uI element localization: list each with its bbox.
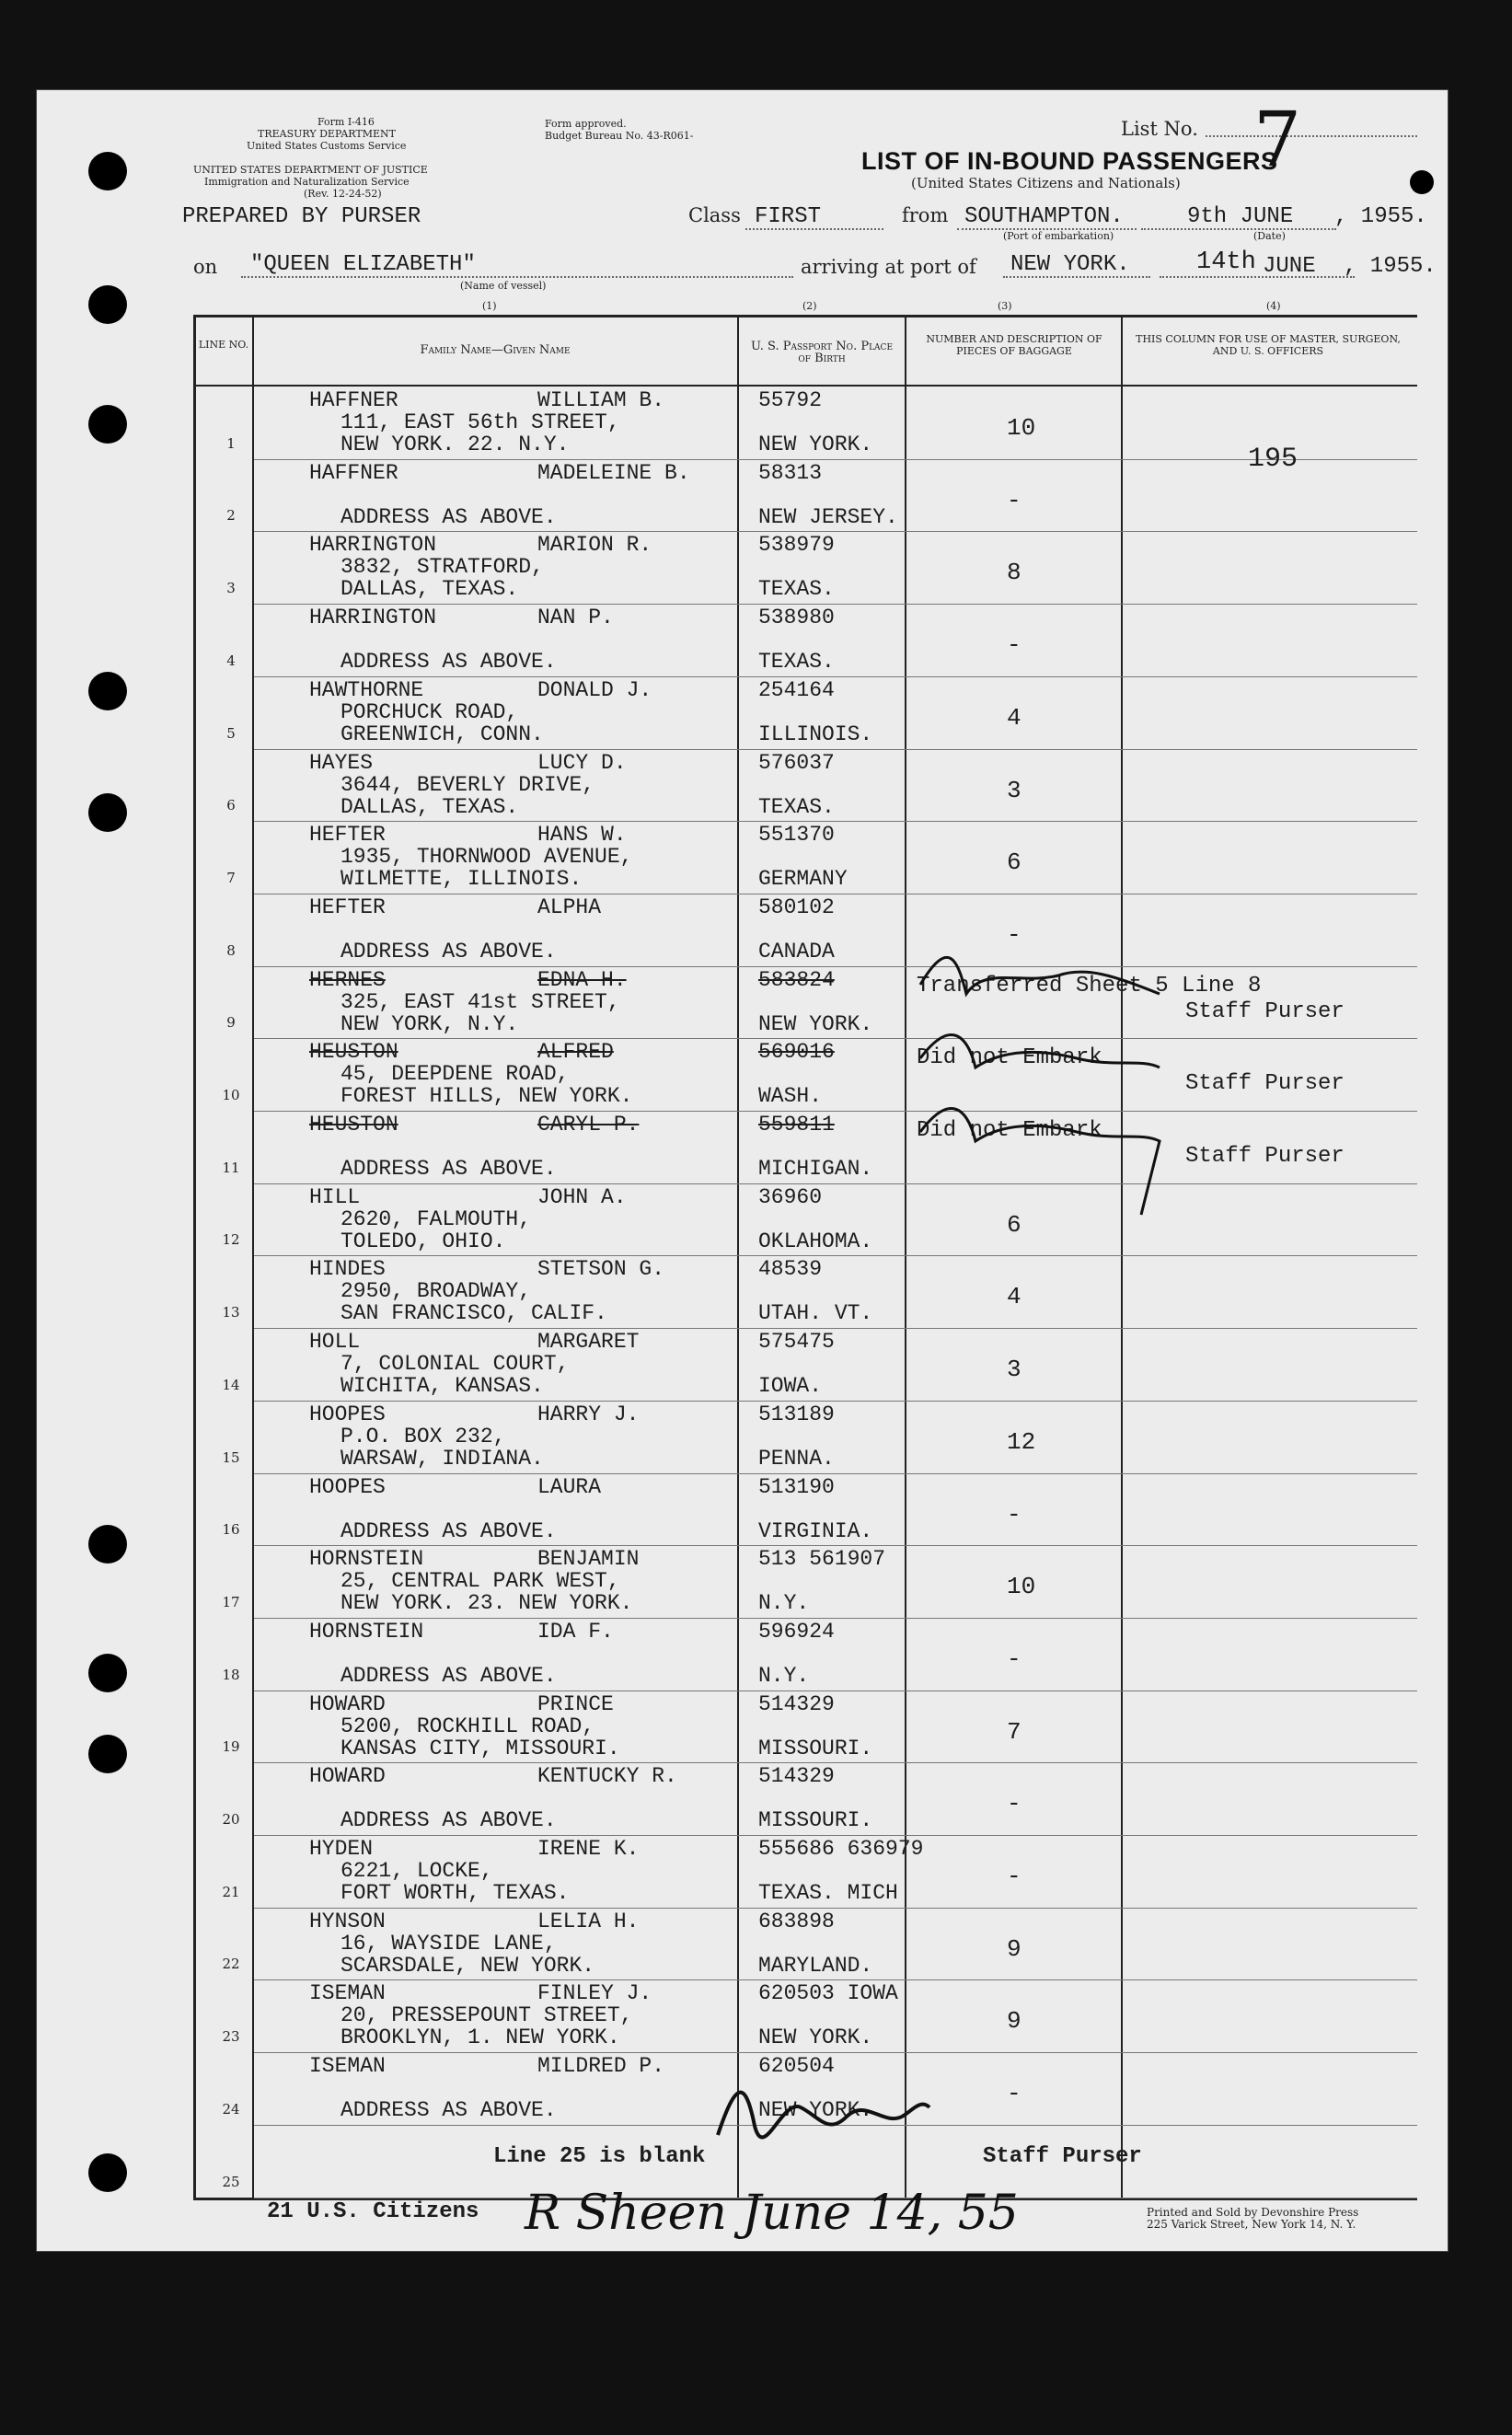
passport-number: 580102 [758,895,835,919]
address-line-2: ADDRESS AS ABOVE. [340,1519,557,1543]
passport-number: 575475 [758,1330,835,1354]
col-num-3: (3) [998,300,1012,312]
line-number: 6 [226,797,236,814]
baggage-count: 12 [1007,1428,1036,1456]
punch-hole [88,152,127,190]
place-of-birth: TEXAS. [758,650,835,674]
line-number: 25 [222,2174,240,2190]
baggage-count: - [1007,631,1021,659]
address-line-1: 45, DEEPDENE ROAD, [340,1062,570,1086]
family-name: HOOPES [309,1475,386,1499]
given-name: ALPHA [537,895,602,919]
baggage-count: - [1007,921,1021,949]
baggage-count: 4 [1007,1283,1021,1310]
address-line-1: 16, WAYSIDE LANE, [340,1932,557,1956]
baggage-count: - [1007,2080,1021,2107]
staff-purser-note: Staff Purser [1185,1144,1345,1169]
passport-number: 55792 [758,388,823,412]
address-line-2: ADDRESS AS ABOVE. [340,1808,557,1832]
passport-number: 576037 [758,751,835,775]
family-name: HARRINGTON [309,606,437,629]
passport-number: 48539 [758,1257,823,1281]
col-rule-3 [905,315,906,2199]
address-line-2: TOLEDO, OHIO. [340,1229,506,1253]
place-of-birth: UTAH. VT. [758,1301,873,1325]
given-name: STETSON G. [537,1257,665,1281]
place-of-birth: NEW YORK. [758,2098,873,2122]
given-name: MADELEINE B. [537,461,690,485]
place-of-birth: WASH. [758,1084,823,1108]
line-number: 21 [222,1884,240,1900]
class-line [745,228,883,230]
line-number: 16 [222,1521,240,1538]
address-line-2: DALLAS, TEXAS. [340,577,519,601]
from-year: , 1955. [1334,204,1427,229]
given-name: DONALD J. [537,678,652,702]
passport-number: 583824 [758,968,835,992]
table-left-rule [193,315,196,2199]
line-number: 23 [222,2028,240,2045]
address-line-1: 3832, STRATFORD, [340,555,544,579]
punch-hole [88,1525,127,1564]
baggage-count: 9 [1007,2007,1021,2035]
line25-blank: Line 25 is blank [493,2144,706,2169]
given-name: EDNA H. [537,968,627,992]
row-rule [254,1183,1417,1184]
place-of-birth: IOWA. [758,1374,823,1398]
baggage-count: 10 [1007,414,1036,442]
passport-number: 513190 [758,1475,835,1499]
port-embark-note: (Port of embarkation) [1003,230,1114,242]
family-name: HYDEN [309,1837,374,1861]
printer-line-2: 225 Varick Street, New York 14, N. Y. [1147,2218,1356,2231]
address-line-2: DALLAS, TEXAS. [340,795,519,819]
passport-number: 620503 IOWA [758,1981,898,2005]
signature-bottom: R Sheen June 14, 55 [525,2186,1019,2241]
passport-number: 514329 [758,1692,835,1716]
line-number: 24 [222,2101,240,2118]
row-rule [254,1979,1417,1980]
line-number: 19 [222,1738,240,1755]
baggage-count: - [1007,1645,1021,1673]
family-name: HORNSTEIN [309,1547,424,1571]
family-name: HOWARD [309,1764,386,1788]
family-name: HOWARD [309,1692,386,1716]
passport-number: 555686 636979 [758,1837,924,1861]
row-rule [254,1255,1417,1256]
line-number: 11 [222,1160,240,1176]
table-top-rule [193,315,1417,317]
place-of-birth: OKLAHOMA. [758,1229,873,1253]
family-name: HORNSTEIN [309,1620,424,1644]
given-name: WILLIAM B. [537,388,665,412]
address-line-1: 1935, THORNWOOD AVENUE, [340,845,633,869]
baggage-count: 8 [1007,559,1021,586]
arriving-label: arriving at port of [801,256,976,278]
address-line-2: ADDRESS AS ABOVE. [340,940,557,964]
footer-staff-purser: Staff Purser [983,2144,1142,2169]
place-of-birth: TEXAS. [758,577,835,601]
line-number: 9 [226,1014,236,1031]
from-label: from [902,204,949,226]
prepared-by: PREPARED BY PURSER [182,204,421,229]
family-name: HILL [309,1185,361,1209]
passport-number: 58313 [758,461,823,485]
row-rule [254,749,1417,750]
address-line-2: WICHITA, KANSAS. [340,1374,544,1398]
passport-number: 254164 [758,678,835,702]
list-no-handwritten: 7 [1253,97,1302,184]
given-name: FINLEY J. [537,1981,652,2005]
citizens-total: 21 U.S. Citizens [267,2199,479,2224]
address-line-2: FORT WORTH, TEXAS. [340,1881,570,1905]
col-num-4: (4) [1266,300,1281,312]
family-name: HYNSON [309,1910,386,1933]
line-number: 18 [222,1667,240,1683]
given-name: BENJAMIN [537,1547,640,1571]
header-line-no: LINE NO. [198,339,249,351]
address-line-2: ADDRESS AS ABOVE. [340,2098,557,2122]
address-line-1: 7, COLONIAL COURT, [340,1352,570,1376]
family-name: HAFFNER [309,461,398,485]
given-name: JOHN A. [537,1185,627,1209]
baggage-count: 3 [1007,777,1021,804]
address-line-2: ADDRESS AS ABOVE. [340,650,557,674]
printer-line-1: Printed and Sold by Devonshire Press [1147,2206,1359,2219]
given-name: CARYL P. [537,1113,640,1137]
line-number: 17 [222,1594,240,1610]
line-number: 1 [226,435,236,452]
address-line-2: NEW YORK, N.Y. [340,1012,519,1036]
form-approved: Form approved. [545,118,627,130]
address-line-2: GREENWICH, CONN. [340,722,544,746]
baggage-count: 3 [1007,1356,1021,1383]
officer-note: 195 [1248,444,1298,475]
baggage-count: 6 [1007,848,1021,876]
baggage-count: 6 [1007,1211,1021,1239]
punch-hole [88,285,127,324]
address-line-1: 2620, FALMOUTH, [340,1207,532,1231]
line-number: 7 [226,870,236,886]
row-rule [254,1473,1417,1474]
family-name: HEFTER [309,823,386,847]
list-no-label: List No. [1121,118,1198,140]
on-label: on [193,256,218,278]
place-of-birth: CANADA [758,940,835,964]
punch-hole [88,1735,127,1773]
family-name: HARRINGTON [309,533,437,557]
staff-purser-note: Staff Purser [1185,1071,1345,1096]
vessel-note: (Name of vessel) [460,280,547,292]
row-rule [254,676,1417,677]
row-rule [254,821,1417,822]
row-rule [254,1835,1417,1836]
treasury-dept: TREASURY DEPARTMENT [258,128,396,140]
place-of-birth: ILLINOIS. [758,722,873,746]
col-num-1: (1) [482,300,497,312]
given-name: LAURA [537,1475,602,1499]
justice-dept: UNITED STATES DEPARTMENT OF JUSTICE [193,164,428,176]
row-rule [254,2052,1417,2053]
header-bottom-rule [193,385,1417,387]
address-line-1: 111, EAST 56th STREET, [340,410,620,434]
given-name: HANS W. [537,823,627,847]
row-rule [254,1401,1417,1402]
punch-hole [88,1654,127,1692]
given-name: ALFRED [537,1040,614,1064]
family-name: HAFFNER [309,388,398,412]
address-line-2: BROOKLYN, 1. NEW YORK. [340,2025,620,2049]
punch-hole [88,672,127,710]
passport-number: 596924 [758,1620,835,1644]
given-name: NAN P. [537,606,614,629]
budget-bureau: Budget Bureau No. 43-R061- [545,130,694,142]
arrival-year: , 1955. [1344,254,1437,279]
row-rule [254,1618,1417,1619]
address-line-1: P.O. BOX 232, [340,1425,506,1448]
place-of-birth: NEW YORK. [758,2025,873,2049]
header-passport: U. S. Passport No. Place of Birth [750,340,894,365]
family-name: ISEMAN [309,2054,386,2078]
address-line-1: 25, CENTRAL PARK WEST, [340,1569,620,1593]
place-of-birth: TEXAS. [758,795,835,819]
punch-hole [88,405,127,444]
family-name: ISEMAN [309,1981,386,2005]
address-line-2: ADDRESS AS ABOVE. [340,505,557,529]
line-number: 13 [222,1304,240,1321]
baggage-count: - [1007,487,1021,514]
col-rule-1 [252,315,254,2199]
baggage-count: - [1007,1790,1021,1818]
passport-number: 514329 [758,1764,835,1788]
row-rule [254,1908,1417,1909]
line-number: 14 [222,1377,240,1393]
customs-service: United States Customs Service [247,140,407,152]
line-number: 22 [222,1956,240,1972]
place-of-birth: MARYLAND. [758,1954,873,1978]
row-rule [254,1762,1417,1763]
place-of-birth: MISSOURI. [758,1737,873,1760]
family-name: HOLL [309,1330,361,1354]
line-number: 2 [226,507,236,524]
address-line-2: SCARSDALE, NEW YORK. [340,1954,595,1978]
place-of-birth: NEW JERSEY. [758,505,898,529]
baggage-count: - [1007,1863,1021,1890]
passport-number: 559811 [758,1113,835,1137]
place-of-birth: PENNA. [758,1447,835,1471]
row-rule [254,1545,1417,1546]
line-number: 3 [226,580,236,596]
address-line-2: NEW YORK. 23. NEW YORK. [340,1591,633,1615]
form-title: LIST OF IN-BOUND PASSENGERS [861,147,1278,175]
address-line-1: 5200, ROCKHILL ROAD, [340,1714,595,1738]
family-name: HOOPES [309,1402,386,1426]
address-line-2: WARSAW, INDIANA. [340,1447,544,1471]
given-name: LUCY D. [537,751,627,775]
given-name: IRENE K. [537,1837,640,1861]
address-line-1: PORCHUCK ROAD, [340,700,519,724]
header-officers: THIS COLUMN FOR USE OF MASTER, SURGEON, AND U. S. OFFICERS [1136,333,1401,357]
punch-hole [88,2153,127,2192]
vessel-name: "QUEEN ELIZABETH" [250,252,476,277]
address-line-1: 2950, BROADWAY, [340,1279,532,1303]
row-rule [254,2125,1417,2126]
baggage-note: Transferred Sheet 5 Line 8 [917,974,1262,998]
place-of-birth: MICHIGAN. [758,1157,873,1181]
arrival-date-line [1160,276,1355,278]
given-name: HARRY J. [537,1402,640,1426]
baggage-count: 9 [1007,1935,1021,1963]
address-line-2: SAN FRANCISCO, CALIF. [340,1301,607,1325]
given-name: LELIA H. [537,1910,640,1933]
form-number: Form I-416 [317,116,375,128]
baggage-count: - [1007,1501,1021,1529]
address-line-2: FOREST HILLS, NEW YORK. [340,1084,633,1108]
family-name: HEFTER [309,895,386,919]
line-number: 20 [222,1811,240,1828]
arrival-date: 14th [1196,248,1256,276]
vessel-line [241,276,793,278]
arrival-port: NEW YORK. [1010,252,1130,277]
arrival-port-line [1003,276,1150,278]
passport-number: 538980 [758,606,835,629]
passport-number: 683898 [758,1910,835,1933]
given-name: MARGARET [537,1330,640,1354]
family-name: HAWTHORNE [309,678,424,702]
family-name: HERNES [309,968,386,992]
place-of-birth: NEW YORK. [758,433,873,456]
from-value: SOUTHAMPTON. [964,204,1124,229]
place-of-birth: MISSOURI. [758,1808,873,1832]
address-line-1: 20, PRESSEPOUNT STREET, [340,2003,633,2027]
passport-number: 513 561907 [758,1547,886,1571]
row-rule [254,459,1417,460]
address-line-2: WILMETTE, ILLINOIS. [340,867,583,891]
baggage-note: Did not Embark [917,1045,1102,1070]
passport-number: 620504 [758,2054,835,2078]
address-line-2: KANSAS CITY, MISSOURI. [340,1737,620,1760]
form-subtitle: (United States Citizens and Nationals) [911,175,1181,191]
punch-hole [88,793,127,832]
ins-service: Immigration and Naturalization Service [204,176,410,188]
staff-purser-note: Staff Purser [1185,999,1345,1024]
given-name: MILDRED P. [537,2054,665,2078]
punch-hole [1410,170,1434,194]
line-number: 8 [226,942,236,959]
class-label: Class [688,204,741,226]
address-line-1: 3644, BEVERLY DRIVE, [340,773,595,797]
line-number: 12 [222,1231,240,1248]
address-line-1: 325, EAST 41st STREET, [340,990,620,1014]
arrival-month: JUNE [1263,254,1316,279]
passport-number: 36960 [758,1185,823,1209]
place-of-birth: NEW YORK. [758,1012,873,1036]
address-line-1: 6221, LOCKE, [340,1859,493,1883]
row-rule [254,531,1417,532]
col-rule-4 [1121,315,1123,2199]
place-of-birth: GERMANY [758,867,848,891]
col-num-2: (2) [802,300,817,312]
baggage-count: 4 [1007,704,1021,732]
row-rule [254,604,1417,605]
baggage-count: 7 [1007,1718,1021,1746]
passport-number: 551370 [758,823,835,847]
given-name: PRINCE [537,1692,614,1716]
line-number: 15 [222,1449,240,1466]
given-name: KENTUCKY R. [537,1764,677,1788]
baggage-note: Did not Embark [917,1118,1102,1143]
form-rev: (Rev. 12-24-52) [304,188,382,200]
row-rule [254,1328,1417,1329]
place-of-birth: N.Y. [758,1591,810,1615]
address-line-2: ADDRESS AS ABOVE. [340,1664,557,1688]
line-number: 10 [222,1087,240,1103]
passport-number: 513189 [758,1402,835,1426]
place-of-birth: N.Y. [758,1664,810,1688]
family-name: HINDES [309,1257,386,1281]
row-rule [254,1111,1417,1112]
address-line-2: NEW YORK. 22. N.Y. [340,433,570,456]
row-rule [254,966,1417,967]
manifest-sheet [37,90,1448,2251]
from-date-line [1141,228,1336,230]
passport-number: 569016 [758,1040,835,1064]
header-name: Family Name—Given Name [420,343,571,357]
given-name: IDA F. [537,1620,614,1644]
line-number: 5 [226,725,236,742]
list-no-line [1206,135,1417,137]
place-of-birth: VIRGINIA. [758,1519,873,1543]
col-rule-2 [737,315,739,2199]
given-name: MARION R. [537,533,652,557]
passport-number: 538979 [758,533,835,557]
line-number: 4 [226,652,236,669]
family-name: HAYES [309,751,374,775]
place-of-birth: TEXAS. MICH [758,1881,898,1905]
baggage-count: 10 [1007,1573,1036,1600]
row-rule [254,1038,1417,1039]
address-line-2: ADDRESS AS ABOVE. [340,1157,557,1181]
date-note: (Date) [1253,230,1286,242]
family-name: HEUSTON [309,1113,398,1137]
header-baggage: NUMBER AND DESCRIPTION OF PIECES OF BAGGAGE [926,333,1102,357]
from-date: 9th JUNE [1187,204,1294,229]
family-name: HEUSTON [309,1040,398,1064]
class-value: FIRST [755,204,822,229]
